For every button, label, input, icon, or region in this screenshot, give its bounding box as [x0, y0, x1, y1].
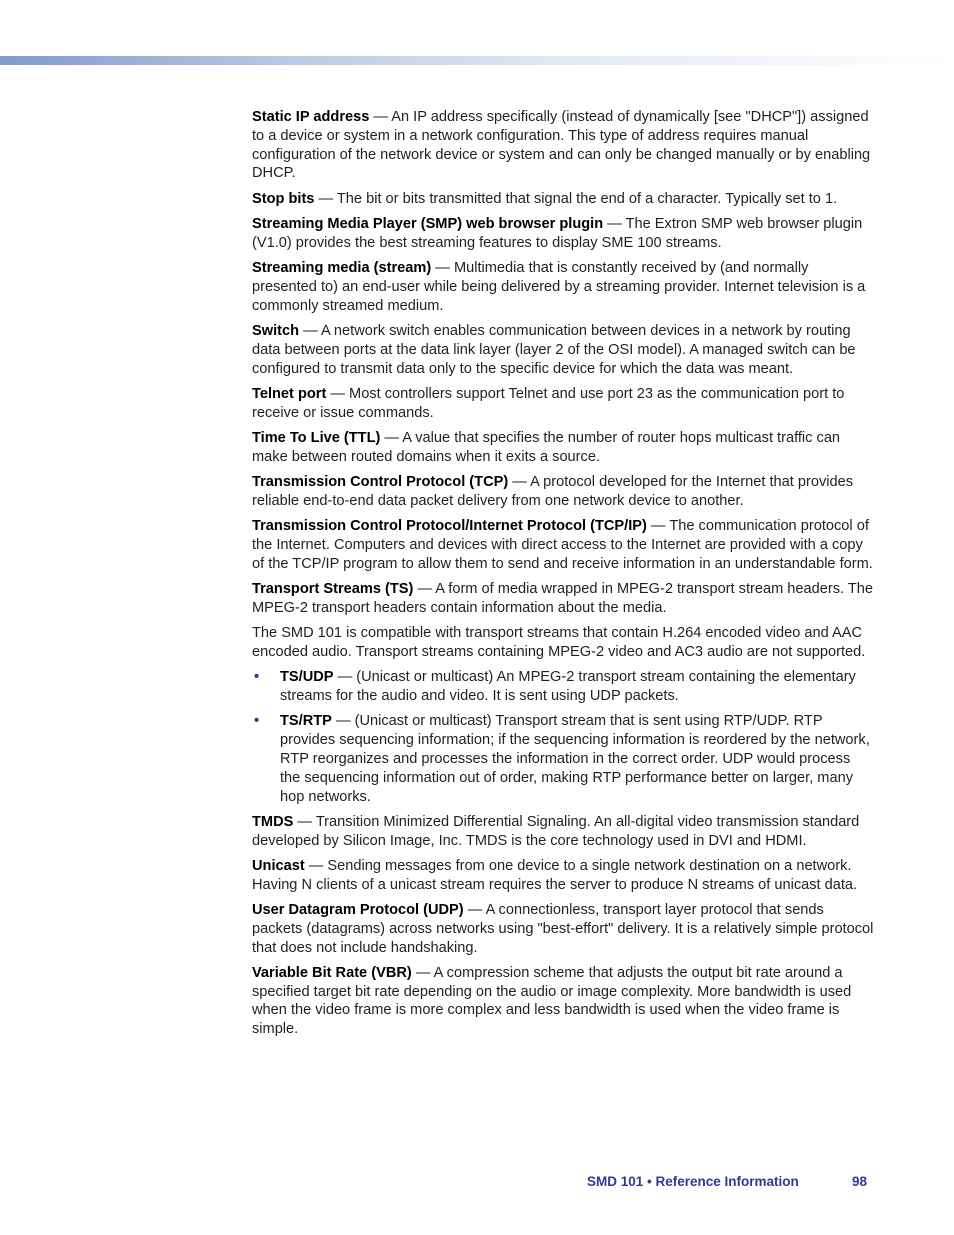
- glossary-entry-telnet-port: [252, 385, 874, 423]
- bullet-icon: •: [254, 669, 260, 686]
- glossary-entry-tcp-ip: [252, 517, 874, 573]
- glossary-definition: A form of media wrapped in MPEG-2 transport stream headers. The MPEG-2 transport headers contain information about the media.: [252, 581, 874, 616]
- footer-label: SMD 101 • Reference Information: [587, 1174, 799, 1189]
- term-separator: —: [508, 474, 531, 491]
- glossary-entry-smp-plugin: [252, 215, 874, 253]
- glossary-term: Variable Bit Rate (VBR): [252, 964, 412, 981]
- term-separator: —: [411, 964, 434, 981]
- glossary-entry-tmds: [252, 813, 874, 851]
- term-separator: —: [331, 713, 355, 730]
- bullet-item-ts-rtp: [252, 712, 874, 806]
- glossary-term: Streaming media (stream): [252, 260, 432, 277]
- glossary-definition: Transition Minimized Differential Signaling. An all-digital video transmission standard developed by Silicon Image, Inc. TMDS is the core technology used in DVI and HDMI.: [252, 813, 860, 849]
- glossary-term: Time To Live (TTL): [252, 429, 381, 446]
- glossary-entry-stop-bits: [252, 190, 874, 209]
- term-separator: —: [304, 857, 328, 874]
- ts-compatibility-note: The SMD 101 is compatible with transport streams that contain H.264 encoded video and AAC encoded audio. Transport streams containing MPEG-2 video and AC3 audio are not supported.: [252, 625, 866, 660]
- glossary-term: Transmission Control Protocol/Internet Protocol (TCP/IP): [252, 518, 647, 535]
- glossary-entry-transport-streams: [252, 580, 874, 618]
- glossary-definition: Multimedia that is constantly received by (and normally presented to) an end-user while being delivered by a streaming provider. Internet television is a commonly streamed medium.: [252, 260, 866, 314]
- page-number: 98: [852, 1174, 868, 1189]
- glossary-definition: The communication protocol of the Internet. Computers and devices with direct access to the Internet are provided with a copy of the TCP/IP program to allow them to send and receive information in an understandable form.: [252, 518, 873, 572]
- term-separator: —: [646, 518, 670, 535]
- glossary-definition: A compression scheme that adjusts the output bit rate around a specified target bit rate depending on the audio or image complexity. More bandwidth is used when the video frame is more complex and less bandwidth is used when the video frame is simple.: [252, 964, 852, 1038]
- glossary-entry-unicast: [252, 857, 874, 895]
- glossary-definition: The bit or bits transmitted that signal the end of a character. Typically set to 1.: [336, 190, 838, 207]
- glossary-term: TS/RTP: [280, 713, 332, 730]
- term-separator: —: [369, 109, 392, 125]
- bullet-item-ts-udp: [252, 668, 874, 706]
- term-separator: —: [293, 813, 316, 830]
- glossary-list: [252, 108, 874, 618]
- term-separator: —: [326, 385, 350, 402]
- glossary-entry-streaming-media: [252, 259, 874, 315]
- term-separator: —: [299, 322, 321, 339]
- term-separator: —: [463, 901, 486, 918]
- glossary-definition: (Unicast or multicast) Transport stream that is sent using RTP/UDP. RTP provides sequencing information; if the sequencing information is reordered by the network, RTP reorganizes and processes the information in the correct order. UDP would process the sequencing information out of order, making RTP performance better on larger, many hop networks.: [280, 713, 870, 805]
- glossary-term: TMDS: [252, 813, 294, 830]
- glossary-definition: An IP address specifically (instead of dynamically [see "DHCP"]) assigned to a device or system in a network configuration. This type of address requires manual configuration of the network device or system and can only be changed manually or by enabling DHCP.: [252, 109, 871, 182]
- header-gradient-bar: [0, 56, 954, 65]
- glossary-definition: A value that specifies the number of router hops multicast traffic can make between routed domains when it exits a source.: [252, 429, 841, 465]
- glossary-term: Stop bits: [252, 190, 315, 207]
- glossary-term: Transport Streams (TS): [252, 581, 414, 598]
- glossary-definition: A network switch enables communication between devices in a network by routing data between ports at the data link layer (layer 2 of the OSI model). A managed switch can be configured to transmit data only to the specific device for which the data was meant.: [252, 322, 856, 377]
- glossary-definition: A connectionless, transport layer protocol that sends packets (datagrams) across networks using "best-effort" delivery. It is a relatively simple protocol that does not include handshaking.: [252, 901, 874, 956]
- glossary-definition: A protocol developed for the Internet that provides reliable end-to-end data packet delivery from one network device to another.: [252, 474, 854, 509]
- glossary-definition: Most controllers support Telnet and use port 23 as the communication port to receive or issue commands.: [252, 385, 845, 421]
- ts-bullet-list: [252, 668, 874, 806]
- glossary-term: Unicast: [252, 857, 305, 874]
- bullet-icon: •: [254, 713, 260, 730]
- glossary-term: Switch: [252, 322, 300, 339]
- term-separator: —: [431, 260, 454, 277]
- term-separator: —: [603, 215, 626, 232]
- glossary-entry-udp: [252, 901, 874, 957]
- glossary-term: Telnet port: [252, 385, 327, 402]
- glossary-term: Streaming Media Player (SMP) web browser plugin: [252, 215, 604, 232]
- glossary-entry-vbr: [252, 964, 874, 1039]
- glossary-term: Static IP address: [252, 109, 370, 125]
- glossary-list-continued: [252, 813, 874, 1039]
- glossary-term: Transmission Control Protocol (TCP): [252, 474, 509, 491]
- term-separator: —: [380, 429, 403, 446]
- glossary-definition: Sending messages from one device to a single network destination on a network. Having N clients of a unicast stream requires the server to produce N streams of unicast data.: [252, 857, 858, 893]
- glossary-content: [252, 108, 874, 1046]
- glossary-definition: (Unicast or multicast) An MPEG-2 transport stream containing the elementary streams for the audio and video. It is sent using UDP packets.: [280, 669, 856, 705]
- glossary-term: TS/UDP: [280, 669, 334, 686]
- term-separator: —: [333, 669, 357, 686]
- glossary-entry-tcp: [252, 473, 874, 511]
- glossary-term: User Datagram Protocol (UDP): [252, 901, 464, 918]
- glossary-entry-switch: [252, 322, 874, 378]
- term-separator: —: [314, 190, 337, 207]
- glossary-entry-ttl: [252, 429, 874, 467]
- glossary-entry-static-ip: [252, 108, 874, 183]
- glossary-definition: The Extron SMP web browser plugin (V1.0) provides the best streaming features to display SME 100 streams.: [252, 215, 863, 251]
- term-separator: —: [413, 581, 436, 598]
